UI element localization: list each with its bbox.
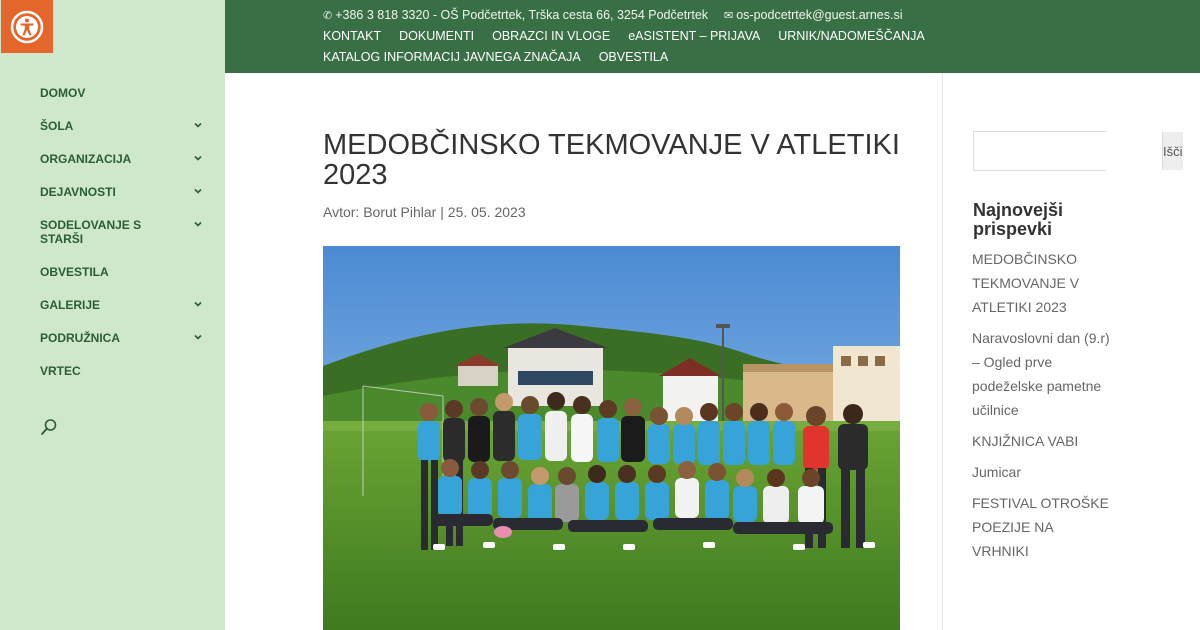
sidebar-item-3[interactable]: [40, 152, 205, 166]
chevron-down-icon[interactable]: [193, 299, 203, 309]
recent-post-link[interactable]: Naravoslovni dan (9.r) – Ogled prve podeželske pametne učilnice: [972, 330, 1110, 418]
top-nav-item-7[interactable]: OBVESTILA: [598, 50, 669, 64]
search-button[interactable]: Išči: [1162, 132, 1183, 170]
post-title: MEDOBČINSKO TEKMOVANJE V ATLETIKI 2023: [323, 129, 900, 191]
accessibility-button[interactable]: [1, 0, 53, 53]
search-icon[interactable]: [40, 418, 58, 436]
sidebar-item-label[interactable]: GALERIJE: [40, 298, 101, 312]
recent-post-link[interactable]: Jumicar: [972, 464, 1022, 480]
phone-text: +386 3 818 3320 - OŠ Podčetrtek, Trška cesta 66, 3254 Podčetrtek: [335, 8, 709, 22]
meta-separator: |: [440, 204, 444, 220]
recent-post-item: [972, 429, 1112, 453]
search-input[interactable]: [974, 132, 1162, 170]
column-divider: [942, 73, 943, 630]
chevron-down-icon[interactable]: [193, 153, 203, 163]
email-text[interactable]: os-podcetrtek@guest.arnes.si: [736, 8, 903, 22]
featured-image: [323, 246, 900, 630]
recent-post-link[interactable]: FESTIVAL OTROŠKE POEZIJE NA VRHNIKI: [972, 495, 1109, 559]
sidebar-item-8[interactable]: [40, 331, 205, 345]
phone-info: [323, 8, 708, 22]
top-nav-item-6[interactable]: KATALOG INFORMACIJ JAVNEGA ZNAČAJA: [323, 50, 581, 64]
top-nav-item-1[interactable]: KONTAKT: [323, 29, 382, 43]
recent-post-item: [972, 247, 1112, 319]
sidebar-item-label[interactable]: VRTEC: [40, 364, 81, 378]
chevron-down-icon[interactable]: [193, 219, 203, 229]
recent-posts-title: Najnovejši prispevki: [973, 200, 1064, 239]
phone-icon: ✆: [323, 10, 333, 22]
sidebar-item-9[interactable]: [40, 364, 205, 378]
top-nav-item-3[interactable]: OBRAZCI IN VLOGE: [492, 29, 611, 43]
author-prefix: Avtor:: [323, 204, 360, 220]
sidebar-item-7[interactable]: [40, 298, 205, 312]
sidebar-item-label[interactable]: ŠOLA: [40, 119, 74, 133]
chevron-down-icon[interactable]: [193, 332, 203, 342]
group-photo: [323, 246, 900, 630]
sidebar-item-label[interactable]: OBVESTILA: [40, 265, 109, 279]
search-form: [973, 131, 1183, 171]
sidebar-item-5[interactable]: [40, 218, 205, 246]
top-header: [225, 0, 1200, 73]
top-nav-item-5[interactable]: URNIK/NADOMEŠČANJA: [778, 29, 925, 43]
recent-post-link[interactable]: KNJIŽNICA VABI: [972, 433, 1079, 449]
chevron-down-icon[interactable]: [193, 120, 203, 130]
sidebar-item-label[interactable]: DOMOV: [40, 86, 86, 100]
sidebar-item-6[interactable]: [40, 265, 205, 279]
recent-post-item: [972, 326, 1112, 422]
post-content: [323, 130, 900, 220]
contact-info: [323, 8, 902, 22]
accessibility-icon: [10, 10, 44, 44]
sidebar-item-4[interactable]: [40, 185, 205, 199]
post-meta: [323, 204, 900, 220]
sidebar: [0, 0, 225, 630]
top-nav: [323, 29, 963, 65]
sidebar-item-label[interactable]: DEJAVNOSTI: [40, 185, 116, 199]
email-info[interactable]: [724, 8, 902, 22]
top-nav-item-4[interactable]: eASISTENT – PRIJAVA: [628, 29, 761, 43]
envelope-icon: ✉: [724, 10, 734, 22]
chevron-down-icon[interactable]: [193, 186, 203, 196]
top-nav-item-2[interactable]: DOKUMENTI: [399, 29, 475, 43]
recent-post-item: [972, 460, 1112, 484]
sidebar-item-1[interactable]: [40, 86, 205, 100]
sidebar-item-2[interactable]: [40, 119, 205, 133]
sidebar-item-label[interactable]: SODELOVANJE S STARŠI: [40, 218, 142, 246]
recent-posts-list: [972, 247, 1112, 570]
sidebar-item-label[interactable]: PODRUŽNICA: [40, 331, 120, 345]
post-date: 25. 05. 2023: [447, 204, 526, 220]
recent-post-item: [972, 491, 1112, 563]
recent-post-link[interactable]: MEDOBČINSKO TEKMOVANJE V ATLETIKI 2023: [972, 251, 1080, 315]
sidebar-nav: [40, 86, 205, 397]
sidebar-item-label[interactable]: ORGANIZACIJA: [40, 152, 132, 166]
author-link[interactable]: Borut Pihlar: [363, 204, 437, 220]
